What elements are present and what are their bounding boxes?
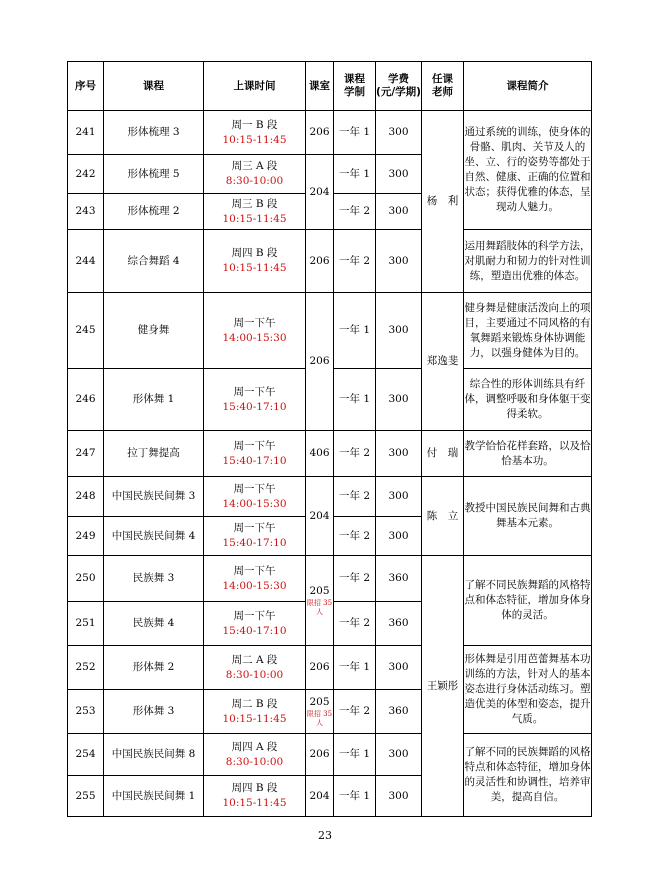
course-cell: 综合舞蹈 4 <box>104 230 204 293</box>
term-cell: 一年 1 <box>334 776 376 817</box>
time-cell <box>204 690 306 734</box>
fee-cell: 300 <box>376 155 422 194</box>
room-cell: 206 <box>306 293 334 431</box>
fee-cell: 300 <box>376 776 422 817</box>
header-fee: 学费 (元/学期) <box>376 62 422 111</box>
intro-cell: 综合性的形体训练具有纤体，调整呼吸和身体躯干变得柔软。 <box>464 369 592 431</box>
time-text: 10:15-11:45 <box>222 712 287 725</box>
seq-cell: 247 <box>68 431 104 477</box>
time-text: 10:15-11:45 <box>222 262 287 274</box>
day-text: 周四 A 段 <box>231 740 278 753</box>
table-row <box>68 556 592 602</box>
time-text: 15:40-17:10 <box>222 454 287 467</box>
room-capacity-note: 限招 35 人 <box>306 599 333 616</box>
intro-cell: 健身舞是健康活泼向上的项目，主要通过不同风格的有氧舞蹈来锻炼身体协调能力，以强身健体为目的。 <box>464 293 592 369</box>
teacher-cell: 付 瑞 <box>422 431 464 477</box>
time-cell <box>204 155 306 194</box>
time-text: 15:40-17:10 <box>222 400 287 413</box>
room-cell <box>306 690 334 734</box>
term-cell: 一年 2 <box>334 690 376 734</box>
term-cell: 一年 2 <box>334 477 376 517</box>
day-text: 周四 B 段 <box>231 782 278 794</box>
table-row <box>68 734 592 776</box>
time-cell <box>204 776 306 817</box>
table-row <box>68 646 592 690</box>
fee-cell: 300 <box>376 111 422 155</box>
course-cell: 中国民族民间舞 1 <box>104 776 204 817</box>
time-text: 8:30-10:00 <box>225 175 284 187</box>
room-cell: 206 <box>306 111 334 155</box>
term-cell: 一年 1 <box>334 369 376 431</box>
time-cell <box>204 431 306 477</box>
intro-cell: 了解不同的民族舞蹈的风格特点和体态特征，增加身体的灵活性和协调性，培养审美，提高自信。 <box>464 734 592 817</box>
time-cell <box>204 602 306 646</box>
course-cell: 拉丁舞提高 <box>104 431 204 477</box>
room-cell: 206 <box>306 646 334 690</box>
course-cell: 中国民族民间舞 3 <box>104 477 204 517</box>
seq-cell: 250 <box>68 556 104 602</box>
course-cell: 中国民族民间舞 4 <box>104 517 204 556</box>
fee-cell: 360 <box>376 690 422 734</box>
seq-cell: 246 <box>68 369 104 431</box>
room-number: 205 <box>309 696 330 708</box>
seq-cell: 244 <box>68 230 104 293</box>
day-text: 周一下午 <box>233 564 276 577</box>
course-cell: 民族舞 3 <box>104 556 204 602</box>
seq-cell: 253 <box>68 690 104 734</box>
term-cell: 一年 1 <box>334 646 376 690</box>
time-text: 8:30-10:00 <box>225 668 284 681</box>
course-cell: 形体舞 3 <box>104 690 204 734</box>
time-cell <box>204 477 306 517</box>
intro-cell: 教学恰恰花样套路，以及恰恰基本功。 <box>464 431 592 477</box>
fee-cell: 360 <box>376 556 422 602</box>
page-number: 23 <box>318 829 332 842</box>
table-row <box>68 293 592 369</box>
fee-cell: 300 <box>376 431 422 477</box>
room-capacity-note: 限招 35 人 <box>306 710 333 727</box>
intro-cell: 了解不同民族舞蹈的风格特点和体态特征，增加身体身体的灵活。 <box>464 556 592 646</box>
intro-cell: 运用舞蹈肢体的科学方法，对肌耐力和韧力的针对性训练，塑造出优雅的体态。 <box>464 230 592 293</box>
room-cell: 204 <box>306 477 334 556</box>
teacher-cell: 杨 利 <box>422 111 464 293</box>
fee-cell: 300 <box>376 194 422 230</box>
teacher-cell: 王颖彤 <box>422 556 464 817</box>
header-course: 课程 <box>104 62 204 111</box>
time-text: 10:15-11:45 <box>222 212 287 225</box>
table-row <box>68 431 592 477</box>
day-text: 周一下午 <box>233 439 276 452</box>
room-cell <box>306 556 334 646</box>
time-cell <box>204 111 306 155</box>
term-cell: 一年 2 <box>334 602 376 646</box>
time-cell <box>204 556 306 602</box>
seq-cell: 254 <box>68 734 104 776</box>
course-cell: 中国民族民间舞 8 <box>104 734 204 776</box>
term-cell: 一年 1 <box>334 155 376 194</box>
fee-cell: 300 <box>376 517 422 556</box>
course-cell: 健身舞 <box>104 293 204 369</box>
day-text: 周二 A 段 <box>231 653 278 666</box>
course-cell: 形体梳理 2 <box>104 194 204 230</box>
time-text: 14:00-15:30 <box>222 331 287 344</box>
day-text: 周四 B 段 <box>231 247 278 259</box>
teacher-cell: 陈 立 <box>422 477 464 556</box>
day-text: 周一 B 段 <box>231 118 278 131</box>
term-cell: 一年 1 <box>334 734 376 776</box>
time-cell <box>204 734 306 776</box>
header-row <box>68 62 592 111</box>
seq-cell: 241 <box>68 111 104 155</box>
day-text: 周一下午 <box>233 385 276 398</box>
course-table <box>67 61 592 817</box>
seq-cell: 251 <box>68 602 104 646</box>
day-text: 周一下午 <box>233 609 276 622</box>
seq-cell: 255 <box>68 776 104 817</box>
fee-cell: 300 <box>376 230 422 293</box>
term-cell: 一年 2 <box>334 194 376 230</box>
table-row <box>68 230 592 293</box>
day-text: 周三 B 段 <box>231 197 278 210</box>
day-text: 周一下午 <box>233 482 276 495</box>
table-row <box>68 477 592 517</box>
time-text: 14:00-15:30 <box>222 497 287 510</box>
term-cell: 一年 2 <box>334 556 376 602</box>
time-text: 15:40-17:10 <box>222 624 287 637</box>
intro-cell: 教授中国民族民间舞和古典舞基本元素。 <box>464 477 592 556</box>
time-cell <box>204 646 306 690</box>
course-cell: 形体舞 1 <box>104 369 204 431</box>
room-cell: 406 <box>306 431 334 477</box>
room-cell: 204 <box>306 776 334 817</box>
course-cell: 形体舞 2 <box>104 646 204 690</box>
time-cell <box>204 517 306 556</box>
teacher-cell: 郑逸斐 <box>422 293 464 431</box>
fee-cell: 300 <box>376 477 422 517</box>
seq-cell: 252 <box>68 646 104 690</box>
day-text: 周三 A 段 <box>231 160 278 172</box>
seq-cell: 249 <box>68 517 104 556</box>
time-cell <box>204 230 306 293</box>
seq-cell: 245 <box>68 293 104 369</box>
seq-cell: 248 <box>68 477 104 517</box>
term-cell: 一年 2 <box>334 431 376 477</box>
fee-cell: 300 <box>376 734 422 776</box>
term-cell: 一年 2 <box>334 230 376 293</box>
header-teacher: 任课 老师 <box>422 62 464 111</box>
time-text: 14:00-15:30 <box>222 579 287 592</box>
time-cell <box>204 369 306 431</box>
seq-cell: 242 <box>68 155 104 194</box>
header-time: 上课时间 <box>204 62 306 111</box>
time-text: 8:30-10:00 <box>225 755 284 768</box>
header-seq: 序号 <box>68 62 104 111</box>
course-cell: 民族舞 4 <box>104 602 204 646</box>
header-room: 课室 <box>306 62 334 111</box>
fee-cell: 300 <box>376 293 422 369</box>
term-cell: 一年 1 <box>334 111 376 155</box>
time-text: 15:40-17:10 <box>222 537 287 549</box>
intro-cell: 形体舞是引用芭蕾舞基本功训练的方法，针对人的基本姿态进行身体活动练习。塑造优美的体型和姿态，提升气质。 <box>464 646 592 734</box>
fee-cell: 360 <box>376 602 422 646</box>
intro-cell: 通过系统的训练，使身体的骨骼、肌肉、关节及人的坐、立、行的姿势等都处于自然、健康、正确的位置和状态；获得优雅的体态，呈现动人魅力。 <box>464 111 592 230</box>
time-cell <box>204 194 306 230</box>
seq-cell: 243 <box>68 194 104 230</box>
room-cell: 206 <box>306 734 334 776</box>
term-cell: 一年 1 <box>334 293 376 369</box>
time-text: 10:15-11:45 <box>222 133 287 146</box>
time-cell <box>204 293 306 369</box>
fee-cell: 300 <box>376 646 422 690</box>
room-cell: 206 <box>306 230 334 293</box>
course-cell: 形体梳理 3 <box>104 111 204 155</box>
header-term: 课程 学制 <box>334 62 376 111</box>
table-row <box>68 111 592 155</box>
room-number: 205 <box>309 585 330 597</box>
term-cell: 一年 2 <box>334 517 376 556</box>
day-text: 周二 B 段 <box>231 697 278 710</box>
day-text: 周一下午 <box>233 522 276 534</box>
fee-cell: 300 <box>376 369 422 431</box>
course-cell: 形体梳理 5 <box>104 155 204 194</box>
day-text: 周一下午 <box>233 316 276 329</box>
room-cell: 204 <box>306 155 334 230</box>
time-text: 10:15-11:45 <box>222 797 287 809</box>
header-intro: 课程简介 <box>464 62 592 111</box>
